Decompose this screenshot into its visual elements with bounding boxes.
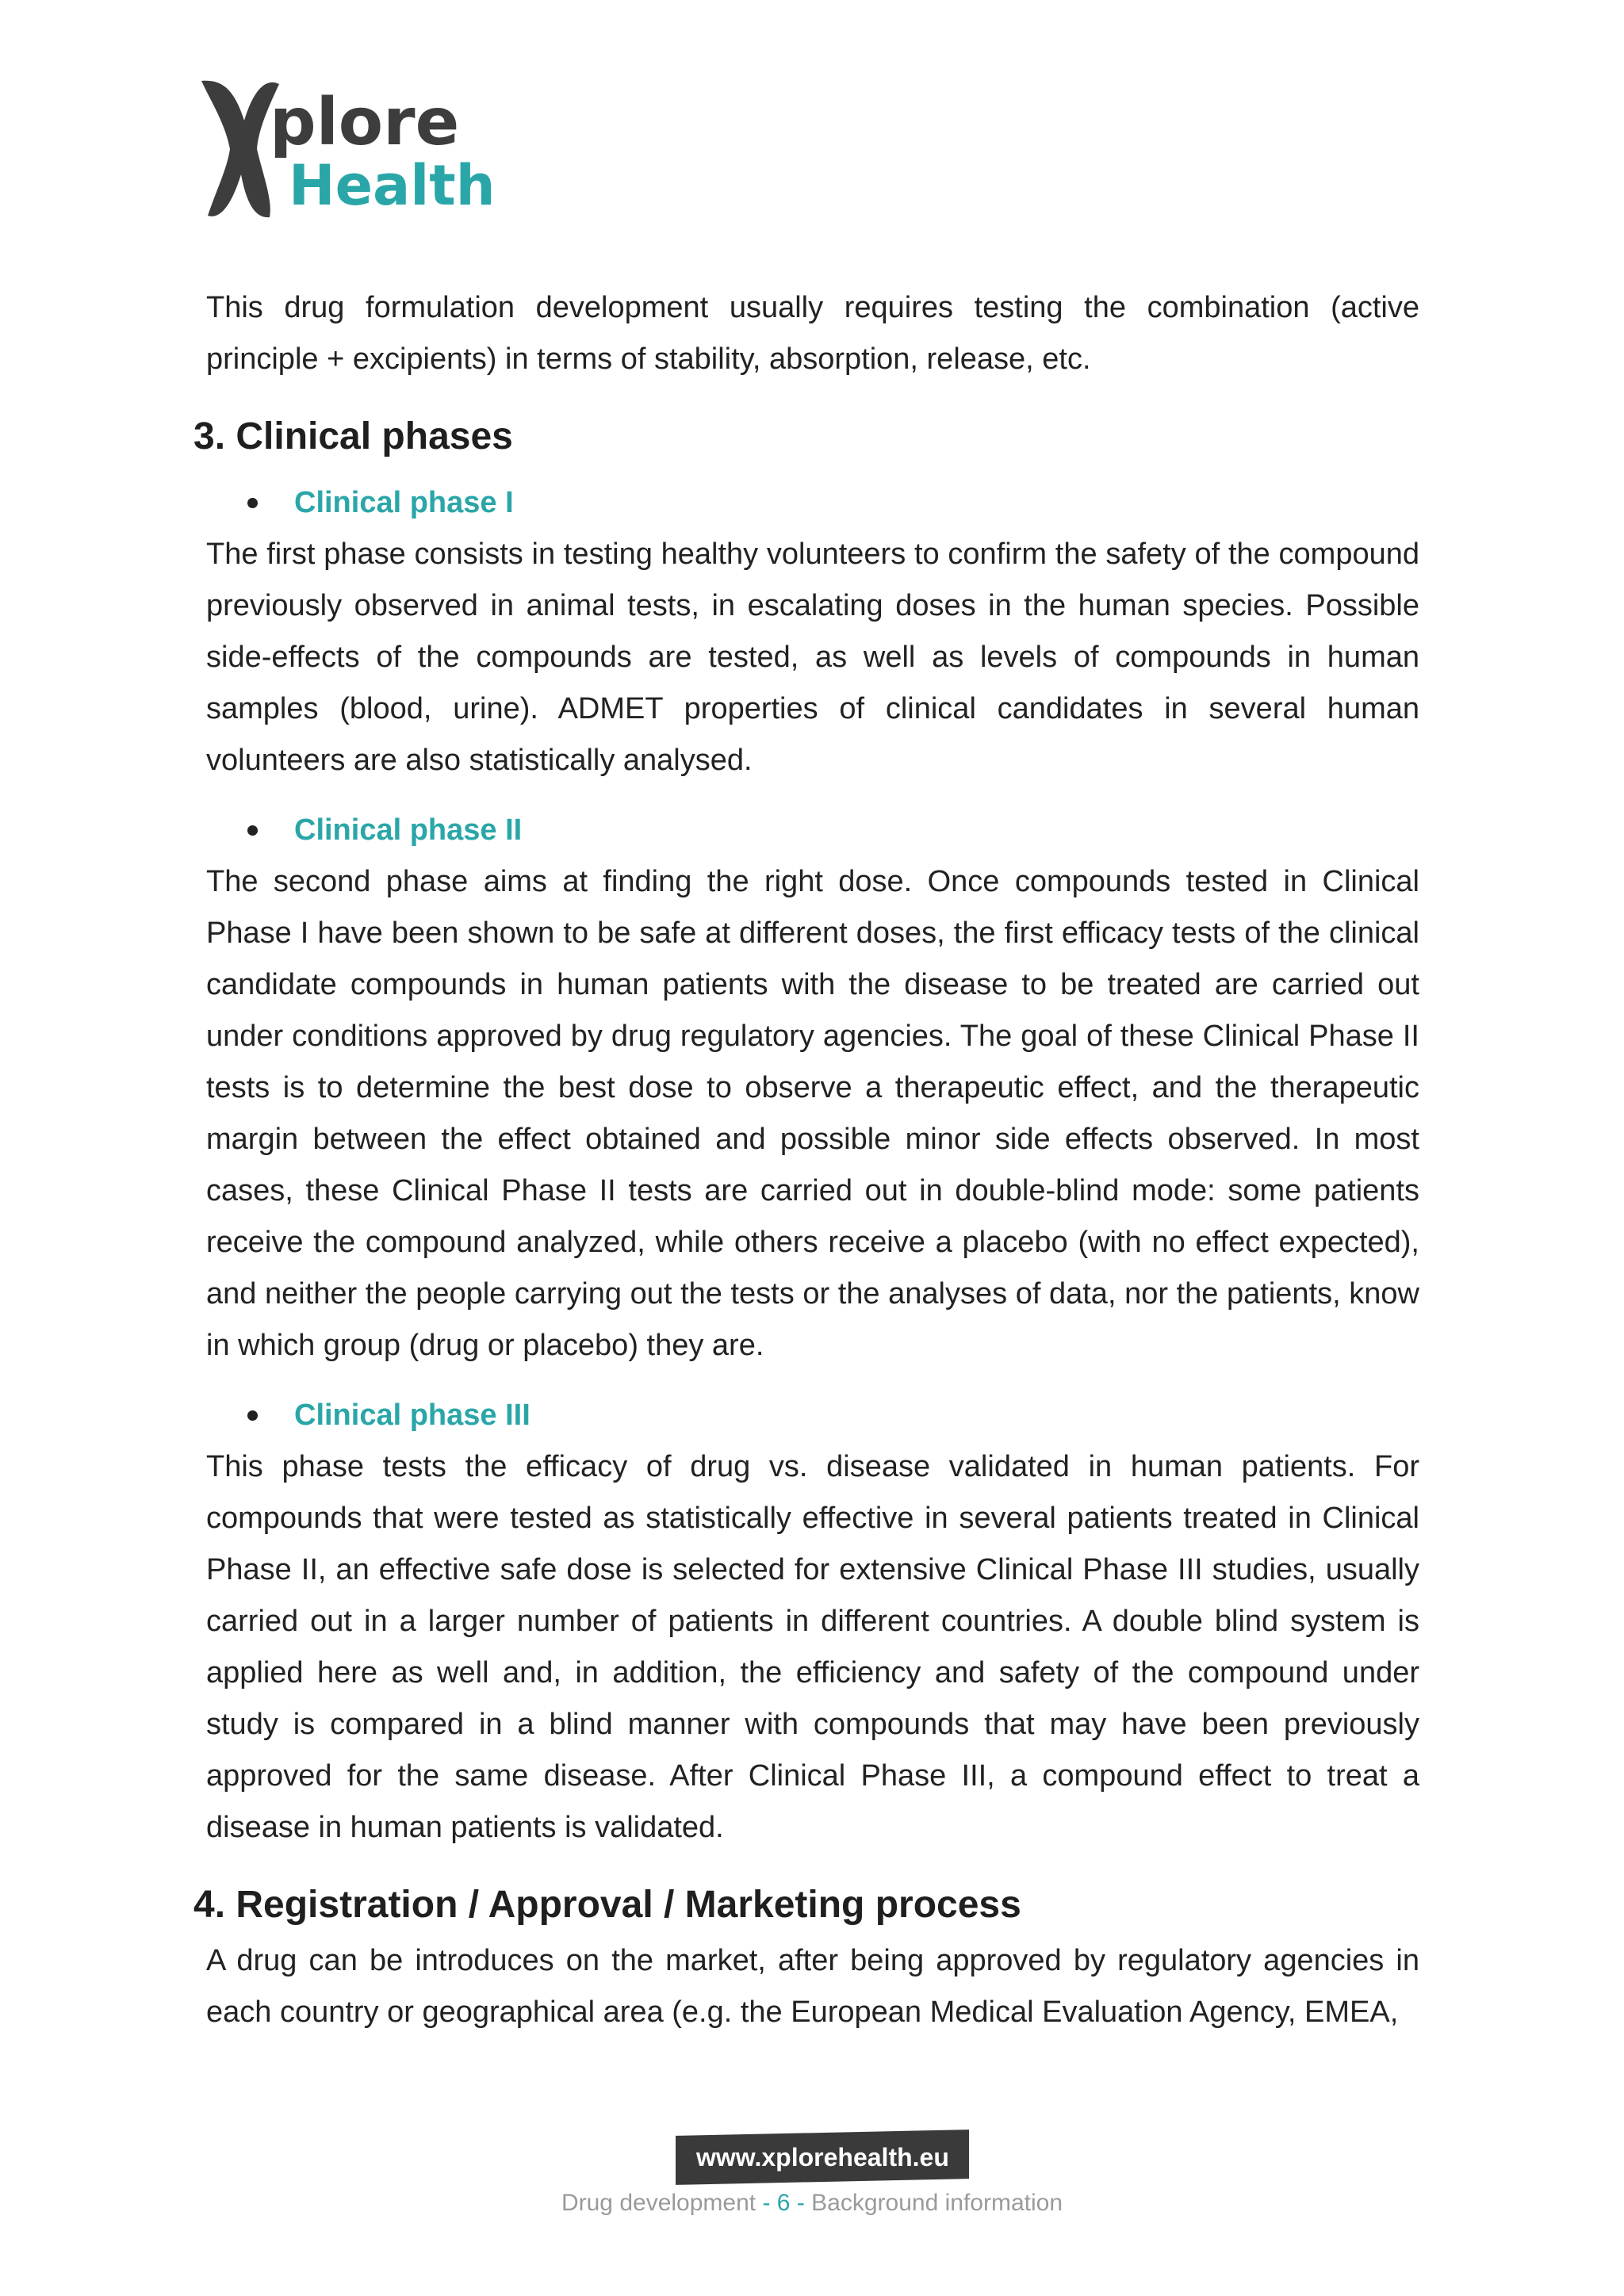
phase-1-bullet bbox=[247, 477, 1419, 529]
bullet-dot bbox=[247, 1410, 258, 1421]
footer-page-number: 6 bbox=[776, 2190, 791, 2216]
phase-1-label: Clinical phase I bbox=[294, 485, 514, 519]
phase-1-text: The first phase consists in testing healthy volunteers to confirm the safety of the compound previously observed in animal tests, in escalating doses in the human species. Possible side-effects of the compounds are tested, as well as levels of compounds in human samples (blood, urine). ADMET properties of clinical candidates in several human volunteers are also statistically analysed. bbox=[206, 537, 1419, 777]
logo-text-health: Health bbox=[289, 153, 496, 218]
phase-2-label: Clinical phase II bbox=[294, 813, 523, 847]
footer-caption bbox=[0, 2190, 1624, 2217]
document-body bbox=[193, 282, 1419, 2038]
section-3-heading: 3. Clinical phases bbox=[193, 415, 513, 457]
logo-x-mark bbox=[201, 81, 279, 217]
footer-section-title: Background information bbox=[811, 2190, 1063, 2216]
intro-paragraph: This drug formulation development usually requires testing the combination (active principle + excipients) in terms of stability, absorption, release, etc. bbox=[206, 291, 1419, 376]
phase-2-text: The second phase aims at finding the right dose. Once compounds tested in Clinical Phase I have been shown to be safe at different doses, the first efficacy tests of the clinical candidate compounds in human patients with the disease to be treated are carried out under conditions approved by drug regulatory agencies. The goal of these Clinical Phase II tests is to determine the best dose to observe a therapeutic effect, and the therapeutic margin between the effect obtained and possible minor side effects observed. In most cases, these Clinical Phase II tests are carried out in double-blind mode: some patients receive the compound analyzed, while others receive a placebo (with no effect expected), and neither the people carrying out the tests or the analyses of data, nor the patients, know in which group (drug or placebo) they are. bbox=[206, 864, 1419, 1362]
footer-sep-1: - bbox=[756, 2190, 777, 2216]
footer-url[interactable]: www.xplorehealth.eu bbox=[695, 2142, 949, 2172]
phase-3-bullet bbox=[247, 1390, 1419, 1441]
section-4-heading: 4. Registration / Approval / Marketing process bbox=[193, 1883, 1021, 1926]
footer-doc-title: Drug development bbox=[561, 2190, 756, 2216]
phase-3-label: Clinical phase III bbox=[294, 1398, 530, 1432]
logo-text-plore: plore bbox=[270, 85, 460, 160]
footer-url-badge[interactable] bbox=[676, 2130, 969, 2185]
phase-3-text: This phase tests the efficacy of drug vs. disease validated in human patients. For compounds that were tested as statistically effective in several patients treated in Clinical Phase II, an effective safe dose is selected for extensive Clinical Phase III studies, usually carried out in a larger number of patients in different countries. A double blind system is applied here as well and, in addition, the efficiency and safety of the compound under study is compared in a blind manner with compounds that may have been previously approved for the same disease. After Clinical Phase III, a compound effect to treat a disease in human patients is validated. bbox=[206, 1449, 1419, 1844]
section-4-text: A drug can be introduces on the market, after being approved by regulatory agencies in each country or geographical area (e.g. the European Medical Evaluation Agency, EMEA, bbox=[206, 1944, 1419, 2030]
bullet-dot bbox=[247, 825, 258, 836]
footer-sep-2: - bbox=[790, 2190, 812, 2216]
xplore-health-logo bbox=[190, 73, 500, 224]
logo-graphic bbox=[190, 73, 500, 224]
bullet-dot bbox=[247, 498, 258, 508]
phase-2-bullet bbox=[247, 805, 1419, 856]
